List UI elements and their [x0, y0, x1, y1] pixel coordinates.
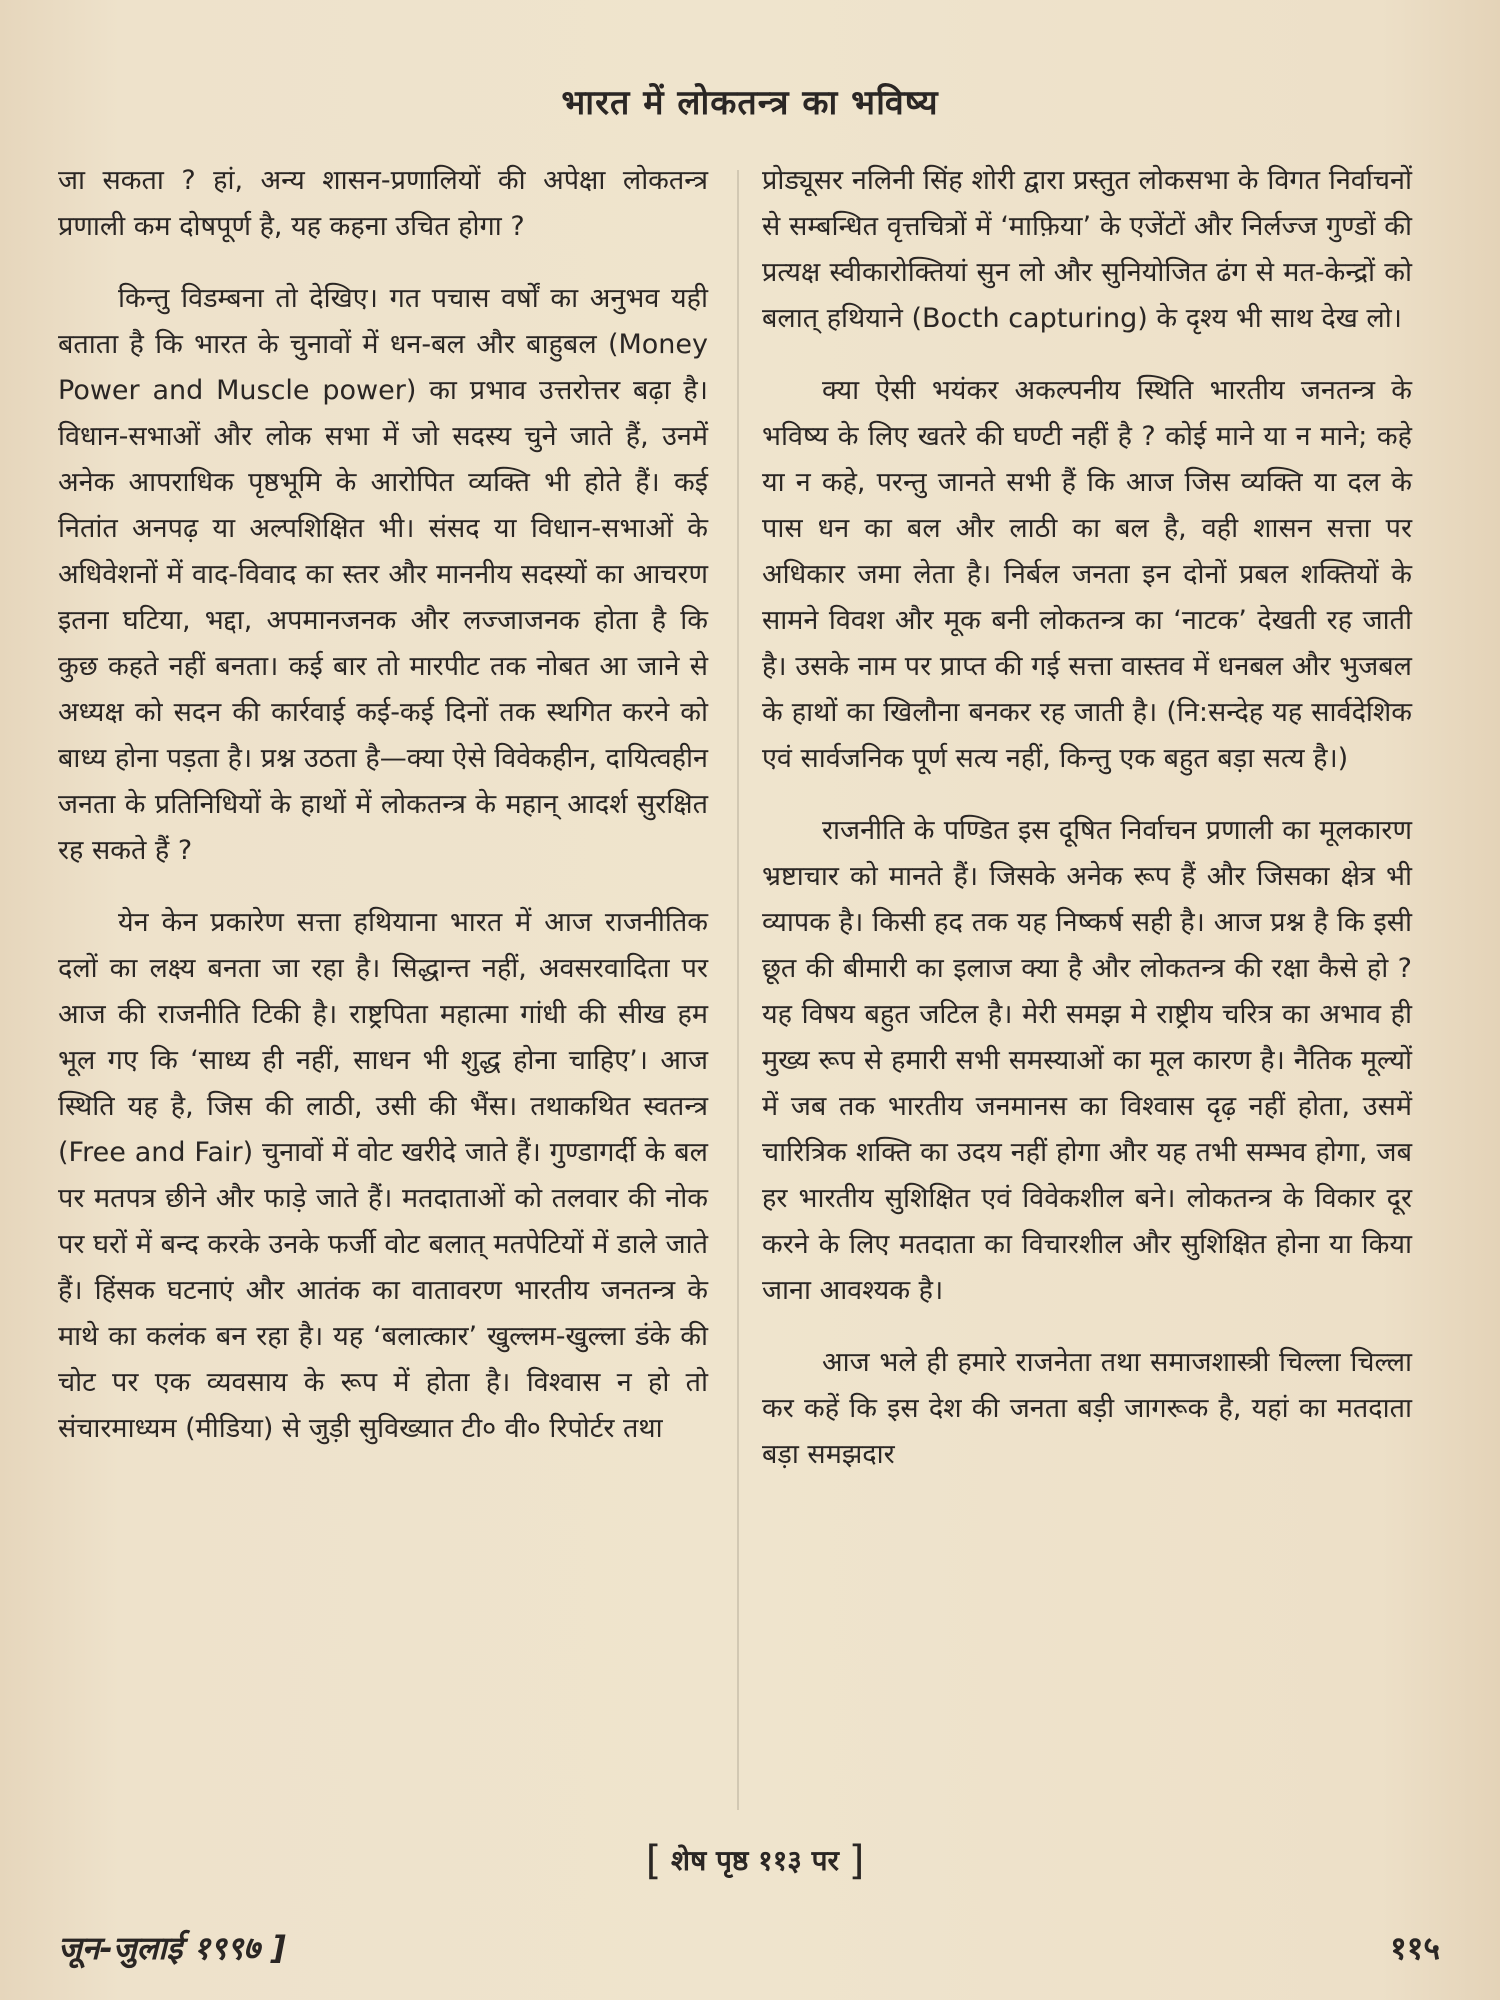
- left-paragraph-3: येन केन प्रकारेण सत्ता हथियाना भारत में आज राजनीतिक दलों का लक्ष्य बनता जा रहा है। सिद्धान्त नहीं, अवसरवादिता पर आज की राजनीति टिकी है। राष्ट्रपिता महात्मा गांधी की सीख हम भूल गए कि ‘साध्य ही नहीं, साधन भी शुद्ध होना चाहिए’। आज स्थिति यह है, जिस की लाठी, उसी की भैंस। तथाकथित स्वतन्त्र (Free and Fair) चुनावों में वोट खरीदे जाते हैं। गुण्डागर्दी के बल पर मतपत्र छीने और फाड़े जाते हैं। मतदाताओं को तलवार की नोक पर घरों में बन्द करके उनके फर्जी वोट बलात् मतपेटियों में डाले जाते हैं। हिंसक घटनाएं और आतंक का वातावरण भारतीय जनतन्त्र के माथे का कलंक बन रहा है। यह ‘बलात्कार’ खुल्लम-खुल्ला डंके की चोट पर एक व्यवसाय के रूप में होता है। विश्वास न हो तो संचारमाध्यम (मीडिया) से जुड़ी सुविख्यात टी० वी० रिपोर्टर तथा: [58, 907, 708, 1444]
- close-bracket: ]: [848, 1838, 865, 1884]
- continued-text: शेष पृष्ठ ११३ पर: [671, 1844, 839, 1877]
- continued-note: [525, 1838, 985, 1884]
- right-paragraph-2: क्या ऐसी भयंकर अकल्पनीय स्थिति भारतीय जनतन्त्र के भविष्य के लिए खतरे की घण्टी नहीं है ? कोई माने या न माने; कहे या न कहे, परन्तु जानते सभी हैं कि आज जिस व्यक्ति या दल के पास धन का बल और लाठी का बल है, वही शासन सत्ता पर अधिकार जमा लेता है। निर्बल जनता इन दोनों प्रबल शक्तियों के सामने विवश और मूक बनी लोकतन्त्र का ‘नाटक’ देखती रह जाती है। उसके नाम पर प्राप्त की गई सत्ता वास्तव में धनबल और भुजबल के हाथों का खिलौना बनकर रह जाती है। (नि:सन्देह यह सार्वदेशिक एवं सार्वजनिक पूर्ण सत्य नहीं, किन्तु एक बहुत बड़ा सत्य है।): [762, 375, 1412, 774]
- left-paragraph-1: जा सकता ? हां, अन्य शासन-प्रणालियों की अपेक्षा लोकतन्त्र प्रणाली कम दोषपूर्ण है, यह कहना उचित होगा ?: [58, 165, 708, 242]
- right-paragraph-1: प्रोड्यूसर नलिनी सिंह शोरी द्वारा प्रस्तुत लोकसभा के विगत निर्वाचनों से सम्बन्धित वृत्तचित्रों में ‘माफ़िया’ के एजेंटों और निर्लज्ज गुण्डों की प्रत्यक्ष स्वीकारोक्तियां सुन लो और सुनियोजित ढंग से मत-केन्द्रों को बलात् हथियाने (Bocth capturing) के दृश्य भी साथ देख लो।: [762, 165, 1412, 334]
- left-paragraph-2: किन्तु विडम्बना तो देखिए। गत पचास वर्षों का अनुभव यही बताता है कि भारत के चुनावों में धन-बल और बाहुबल (Money Power and Muscle power) का प्रभाव उत्तरोत्तर बढ़ा है। विधान-सभाओं और लोक सभा में जो सदस्य चुने जाते हैं, उनमें अनेक आपराधिक पृष्ठभूमि के आरोपित व्यक्ति भी होते हैं। कई नितांत अनपढ़ या अल्पशिक्षित भी। संसद या विधान-सभाओं के अधिवेशनों में वाद-विवाद का स्तर और माननीय सदस्यों का आचरण इतना घटिया, भद्दा, अपमानजनक और लज्जाजनक होता है कि कुछ कहते नहीं बनता। कई बार तो मारपीट तक नोबत आ जाने से अध्यक्ष को सदन की कार्रवाई कई-कई दिनों तक स्थगित करने को बाध्य होना पड़ता है। प्रश्न उठता है—क्या ऐसे विवेकहीन, दायित्वहीन जनता के प्रतिनिधियों के हाथों में लोकतन्त्र के महान् आदर्श सुरक्षित रह सकते हैं ?: [58, 283, 708, 866]
- open-bracket: [: [645, 1838, 662, 1884]
- right-column: [762, 158, 1412, 1504]
- issue-date: जून-जुलाई १९९७ ]: [58, 1929, 286, 1967]
- right-paragraph-3: राजनीति के पण्डित इस दूषित निर्वाचन प्रणाली का मूलकारण भ्रष्टाचार को मानते हैं। जिसके अनेक रूप हैं और जिसका क्षेत्र भी व्यापक है। किसी हद तक यह निष्कर्ष सही है। आज प्रश्न है कि इसी छूत की बीमारी का इलाज क्या है और लोकतन्त्र की रक्षा कैसे हो ? यह विषय बहुत जटिल है। मेरी समझ मे राष्ट्रीय चरित्र का अभाव ही मुख्य रूप से हमारी सभी समस्याओं का मूल कारण है। नैतिक मूल्यों में जब तक भारतीय जनमानस का विश्वास दृढ़ नहीं होता, उसमें चारित्रिक शक्ति का उदय नहीं होगा और यह तभी सम्भव होगा, जब हर भारतीय सुशिक्षित एवं विवेकशील बने। लोकतन्त्र के विकार दूर करने के लिए मतदाता का विचारशील और सुशिक्षित होना या किया जाना आवश्यक है।: [762, 815, 1412, 1306]
- column-divider: [737, 170, 739, 1810]
- article-title: भारत में लोकतन्त्र का भविष्य: [561, 83, 939, 123]
- left-column: [58, 158, 708, 1478]
- right-paragraph-4: आज भले ही हमारे राजनेता तथा समाजशास्त्री चिल्ला चिल्ला कर कहें कि इस देश की जनता बड़ी जागरूक है, यहां का मतदाता बड़ा समझदार: [762, 1347, 1412, 1470]
- page-number: ११५: [1390, 1929, 1440, 1967]
